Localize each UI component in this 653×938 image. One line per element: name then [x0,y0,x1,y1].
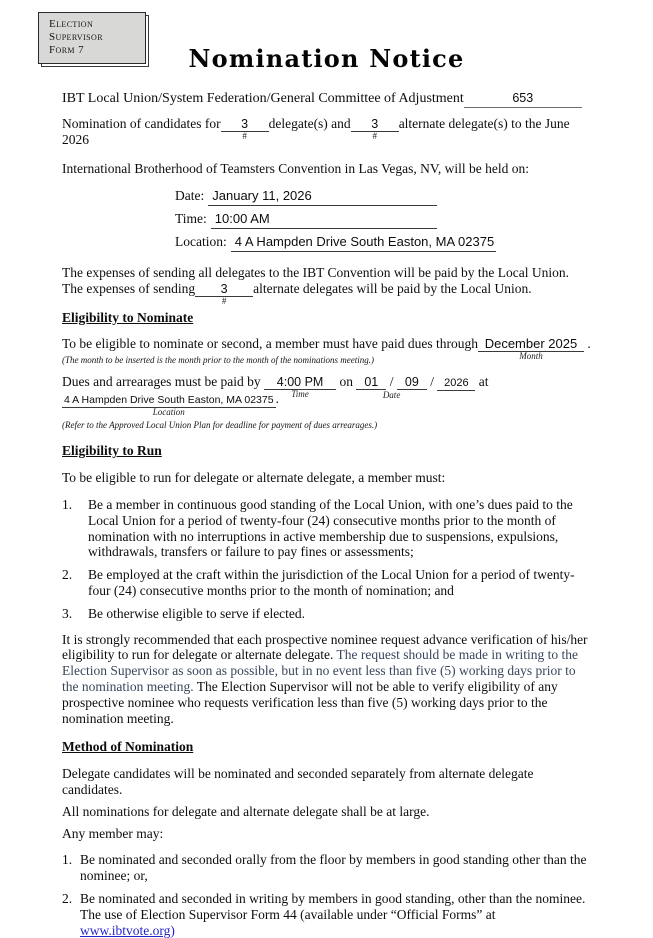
arrearages-note: (Refer to the Approved Local Union Plan for deadline for payment of dues arrearages.) [62,420,378,431]
item-text [80,891,593,938]
eligibility-run-list [62,497,593,622]
expenses-line-1: The expenses of sending all delegates to the IBT Convention will be paid by the Local Union. [62,264,570,280]
dues-seg1: To be eligible to nominate or second, a member must have paid dues through [62,336,478,352]
convention-line: International Brotherhood of Teamsters Convention in Las Vegas, NV, will be held on: [62,160,529,176]
dues-month-field [478,336,584,362]
document-header [0,0,653,82]
time-value-field: 10:00 AM [211,211,437,229]
item-text: Be employed at the craft within the jurisdiction of the Local Union for a period of twenty-four (24) consecutive months prior to the month of nomination; and [88,567,575,598]
list-item [62,567,593,599]
location-value-field: 4 A Hampden Drive South Easton, MA 02375 [231,234,496,252]
item-number: 1. [62,852,73,868]
arrears-month-value: 01 [364,375,379,390]
delegate-count-field [221,116,269,141]
item-number: 3. [62,605,73,621]
date-slash-1: / [389,374,394,390]
form-badge-line-3: Form 7 [49,44,84,56]
nomination-seg1: Nomination of candidates for [62,115,221,131]
meeting-date-row [175,188,437,206]
page-title: Nomination Notice [188,44,465,73]
form-badge-line-2: Supervisor [49,31,103,43]
method-of-nomination-heading: Method of Nomination [62,739,194,755]
dues-month-value: December 2025 [484,336,578,352]
arrears-at: at [478,374,489,390]
item-text: Be otherwise eligible to serve if elected. [88,605,306,621]
date-label: Date: [175,188,205,204]
verification-paragraph [62,632,593,727]
alternate-expenses-count-field [195,281,253,306]
arrears-date-group [356,374,427,401]
meeting-location-row [175,233,495,252]
arrears-month-field [356,375,386,390]
expenses-line-2 [62,280,593,306]
ibtvote-link[interactable]: www.ibtvote.org [80,922,171,938]
time-sub-label: Time [291,389,309,400]
item-number: 2. [62,567,73,583]
verify-seg3: The Election Supervisor will not be able to verify eligibility of any prospective nominee who requests verification less than five (5) working days prior to the nomination meeting. [62,678,558,726]
item-number: 2. [62,890,73,906]
arrears-time-value: 4:00 PM [276,375,324,390]
list-item [62,606,593,622]
delegate-count-hash: # [242,130,247,141]
method-item2-seg1: Be nominated and seconded in writing by members in good standing, other than the nominee. The use of Election Supervisor Form 44 (available under “Official Forms” at [80,890,586,922]
alternate-count-hash: # [372,130,377,141]
nomination-seg2: delegate(s) and [268,115,351,131]
arrears-day-value: 09 [404,375,419,390]
arrears-day-field [397,375,427,390]
document-body [62,91,593,938]
item-number: 1. [62,496,73,512]
item-text: Be a member in continuous good standing of the Local Union, with one’s dues paid to the Local Union for a period of twenty-four (24) consecutive months prior to the month of nomination with no interruptions in active membership due to suspensions, expulsions, withdrawals, transfers or failure to pay fines or assessments; [88,496,573,560]
method-line-1: Delegate candidates will be nominated and seconded separately from alternate delegate candidates. [62,766,534,797]
arrears-on: on [339,374,353,390]
alternate-expenses-count-value: 3 [220,281,228,296]
alternate-count-field [351,116,399,141]
month-sub-label: Month [519,351,543,362]
date-sub-label: Date [382,390,401,401]
arrears-location-value: 4 A Hampden Drive South Easton, MA 02375 [64,394,274,407]
dues-period: . [587,336,591,352]
meeting-time-row [175,211,437,229]
arrears-time-field [264,375,336,400]
location-label: Location: [175,233,227,249]
arrearages-line [62,374,593,418]
method-line-3: Any member may: [62,825,164,841]
nomination-counts-line [62,116,593,148]
item-text: Be nominated and seconded orally from the floor by members in good standing other than the nominee; or, [80,852,587,884]
location-sub-label: Location [152,407,185,418]
expenses-seg2: alternate delegates will be paid by the Local Union. [253,280,532,296]
local-union-label: IBT Local Union/System Federation/General Committee of Adjustment [62,91,464,106]
list-item [62,891,593,938]
alternate-expenses-hash: # [221,295,227,306]
list-item [62,497,593,560]
method-item2-close-paren: ) [170,922,175,938]
verify-seg1: It is strongly recommended that each prospective nominee request advance verification of his/her eligibility to run for delegate or alternate delegate. [62,631,588,663]
date-value-field: January 11, 2026 [208,188,437,206]
form-badge-line-1: Election [49,18,94,30]
delegate-count-value: 3 [241,116,249,131]
alternate-count-value: 3 [371,116,379,131]
arrears-year-field [437,376,475,391]
arrears-seg1: Dues and arrearages must be paid by [62,374,261,390]
eligibility-to-nominate-heading: Eligibility to Nominate [62,309,194,325]
expenses-seg1: The expenses of sending [62,280,196,296]
election-supervisor-form-badge [38,12,146,64]
list-item [62,852,593,884]
arrears-location-field [62,392,276,418]
dues-note: (The month to be inserted is the month prior to the month of the nominations meeting.) [62,355,374,366]
arrears-year-value: 2026 [444,377,469,390]
meeting-details-block [175,188,495,251]
time-label: Time: [175,211,207,227]
local-union-number-field: 653 [464,91,582,108]
arrears-period: . [275,391,279,407]
eligibility-run-intro: To be eligible to run for delegate or alternate delegate, a member must: [62,470,446,486]
verify-seg2: The request should be made in writing to the Election Supervisor as soon as possible, but in no event less than five (5) working days prior to the nomination meeting. [62,647,578,694]
local-union-line [62,91,593,108]
date-slash-2: / [430,374,434,390]
method-list [62,852,593,938]
nomination-seg3: alternate delegate(s) to the June 2026 [62,115,570,147]
eligibility-to-run-heading: Eligibility to Run [62,443,162,459]
method-line-2: All nominations for delegate and alternate delegate shall be at large. [62,803,430,819]
